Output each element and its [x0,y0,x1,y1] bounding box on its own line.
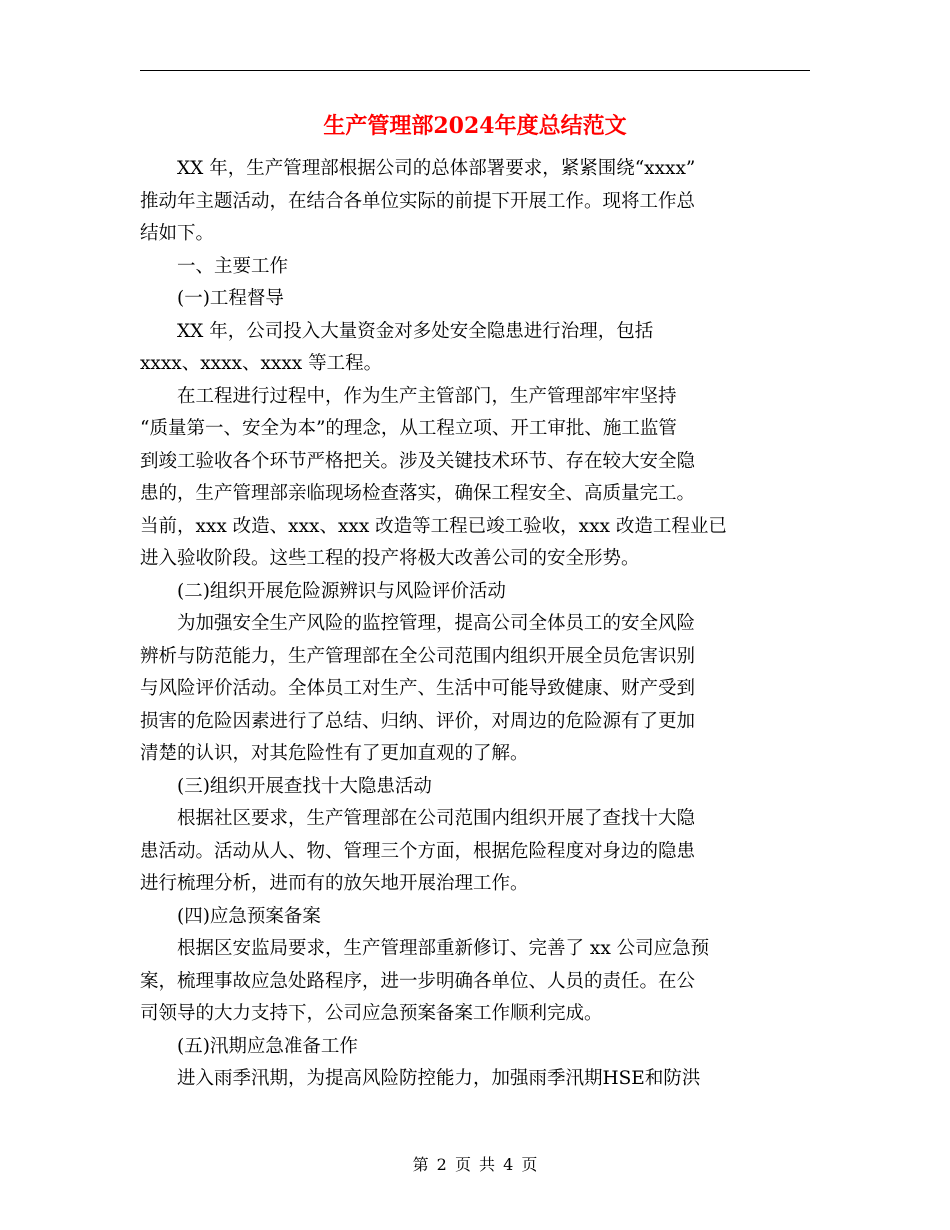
text-line: 案，梳理事故应急处路程序，进一步明确各单位、人员的责任。在公 [140,970,696,992]
paragraph [140,771,810,804]
paragraph [140,316,810,381]
paragraph [140,803,810,901]
text-line: (五)汛期应急准备工作 [177,1035,358,1057]
document-title: 生产管理部2024年度总结范文 [323,113,627,139]
text-line: 进入雨季汛期，为提高风险防控能力，加强雨季汛期HSE和防洪 [177,1068,701,1089]
text-line: 患的，生产管理部亲临现场检查落实，确保工程安全、高质量完工。 [140,483,696,504]
text-line: 损害的危险因素进行了总结、归纳、评价，对周边的危险源有了更加 [140,710,696,732]
paragraph [140,901,810,934]
text-line: 进入验收阶段。这些工程的投产将极大改善公司的安全形势。 [140,548,640,569]
paragraph [140,381,810,576]
document-body [140,153,810,1096]
paragraph [140,1063,810,1096]
text-line: xxxx、xxxx、xxxx 等工程。 [140,353,383,374]
text-line: 为加强安全生产风险的监控管理，提高公司全体员工的安全风险 [177,613,696,634]
text-line: 推动年主题活动，在结合各单位实际的前提下开展工作。现将工作总 [140,190,696,212]
text-line: 进行梳理分析，进而有的放矢地开展治理工作。 [140,873,529,894]
text-line: 到竣工验收各个环节严格把关。涉及关键技术环节、存在较大安全隐 [140,450,696,472]
paragraph [140,576,810,609]
paragraph [140,1031,810,1064]
text-line: 一、主要工作 [177,255,289,277]
text-line: 清楚的认识，对其危险性有了更加直观的了解。 [140,743,529,764]
page-footer: 第 2 页 共 4 页 [412,1155,538,1174]
text-line: 结如下。 [140,223,215,244]
text-line: 司领导的大力支持下，公司应急预案备案工作顺利完成。 [140,1003,603,1024]
text-line: 辨析与防范能力，生产管理部在全公司范围内组织开展全员危害识别 [140,645,696,667]
text-line: 患活动。活动从人、物、管理三个方面，根据危险程度对身边的隐患 [140,840,696,862]
text-line: 当前，xxx 改造、xxx、xxx 改造等工程已竣工验收，xxx 改造工程业已 [140,515,727,537]
paragraph [140,283,810,316]
paragraph [140,153,810,251]
paragraph [140,251,810,284]
text-line: 在工程进行过程中，作为生产主管部门，生产管理部牢牢坚持 [177,385,677,407]
text-line: “质量第一、安全为本”的理念，从工程立项、开工审批、施工监管 [140,418,677,439]
text-line: 根据社区要求，生产管理部在公司范围内组织开展了查找十大隐 [177,808,696,829]
text-line: 与风险评价活动。全体员工对生产、生活中可能导致健康、财产受到 [140,678,696,699]
text-line: XX 年，公司投入大量资金对多处安全隐患进行治理，包括 [177,320,654,342]
text-line: 根据区安监局要求，生产管理部重新修订、完善了 xx 公司应急预 [177,938,710,959]
text-line: (一)工程督导 [177,288,284,309]
text-line: (二)组织开展危险源辨识与风险评价活动 [177,580,506,602]
paragraph [140,933,810,1031]
text-line: (四)应急预案备案 [177,905,321,927]
text-line: XX 年，生产管理部根据公司的总体部署要求，紧紧围绕“xxxx” [177,158,696,179]
paragraph [140,608,810,771]
text-line: (三)组织开展查找十大隐患活动 [177,775,432,797]
header-rule [140,70,810,71]
